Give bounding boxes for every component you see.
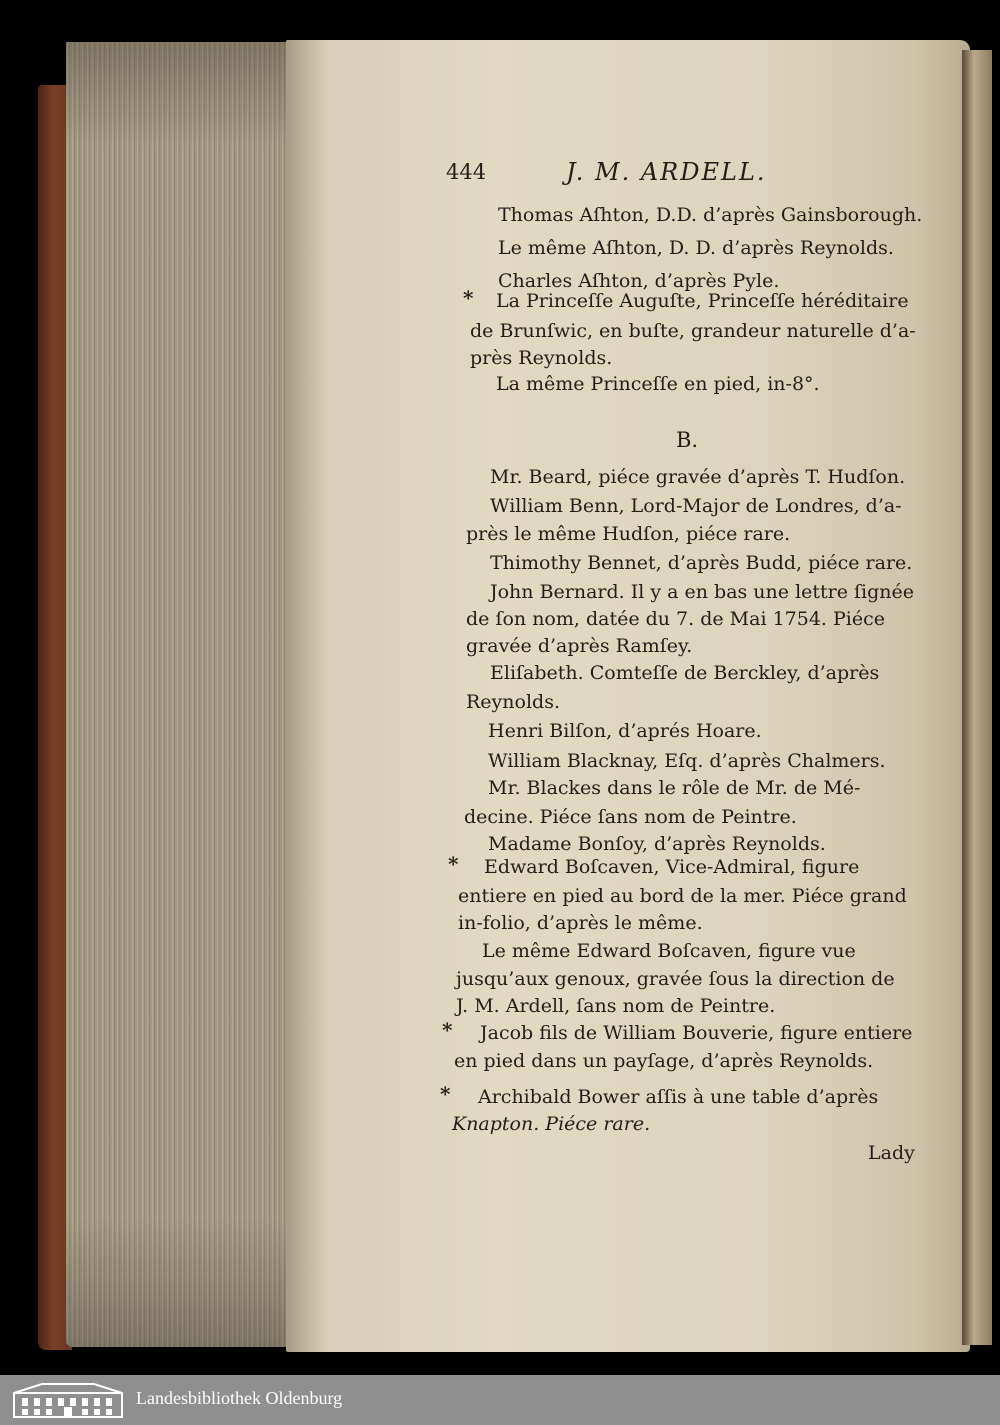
text-line: gravée d’après Ramſey.: [466, 635, 693, 657]
section-letter: B.: [676, 428, 699, 452]
text-line: Mr. Blackes dans le rôle de Mr. de Mé-: [488, 777, 861, 799]
asterisk-mark: *: [448, 852, 459, 876]
text-line: Charles Aſhton, d’après Pyle.: [498, 270, 780, 292]
page-header: [446, 160, 926, 190]
text-line: Henri Bilſon, d’aprés Hoare.: [488, 720, 762, 742]
text-line: de Brunſwic, en buſte, grandeur naturelle d’a-: [470, 320, 916, 342]
page-block-edges: [66, 42, 292, 1347]
library-name: Landesbibliothek Oldenburg: [136, 1388, 343, 1408]
running-title: J. M. ARDELL.: [566, 158, 767, 186]
text-line: J. M. Ardell, ſans nom de Peintre.: [456, 995, 776, 1017]
catchword: Lady: [868, 1142, 915, 1164]
text-line: Knapton. Piéce rare.: [452, 1113, 651, 1135]
text-line: Thomas Aſhton, D.D. d’après Gainsborough.: [498, 204, 923, 226]
text-line: entiere en pied au bord de la mer. Piéce grand: [458, 885, 907, 907]
library-footer: [0, 1375, 1000, 1425]
text-line: près Reynolds.: [470, 347, 613, 369]
text-line: jusqu’aux genoux, gravée ſous la direction de: [456, 968, 895, 990]
text-line: William Blacknay, Eſq. d’après Chalmers.: [488, 750, 886, 772]
text-line: Thimothy Bennet, d’après Budd, piéce rare.: [490, 552, 913, 574]
text-line: Eliſabeth. Comteſſe de Berckley, d’après: [490, 662, 880, 684]
asterisk-mark: *: [442, 1018, 453, 1042]
facing-page-edge: [962, 50, 992, 1345]
text-line: Edward Boſcaven, Vice-Admiral, figure: [484, 856, 860, 878]
text-line: decine. Piéce ſans nom de Peintre.: [464, 806, 797, 828]
text-line: Reynolds.: [466, 691, 560, 713]
text-line: Archibald Bower aſſis à une table d’après: [478, 1086, 879, 1108]
text-line: près le même Hudſon, piéce rare.: [466, 523, 791, 545]
text-line: Le même Aſhton, D. D. d’après Reynolds.: [498, 237, 894, 259]
text-line: in-folio, d’après le même.: [458, 912, 703, 934]
text-line: Le même Edward Boſcaven, figure vue: [482, 940, 856, 962]
text-line: La même Princeſſe en pied, in-8°.: [496, 373, 820, 395]
text-line: William Benn, Lord-Major de Londres, d’a-: [490, 495, 902, 517]
text-line: John Bernard. Il y a en bas une lettre ſignée: [490, 581, 915, 603]
text-line: en pied dans un payſage, d’après Reynolds.: [454, 1050, 874, 1072]
text-line: La Princeſſe Auguſte, Princeſſe héréditaire: [496, 290, 909, 312]
text-line: de ſon nom, datée du 7. de Mai 1754. Piéce: [466, 608, 885, 630]
asterisk-mark: *: [463, 286, 474, 310]
page-number: 444: [446, 160, 487, 184]
library-building-icon: [12, 1381, 124, 1419]
text-line: Mr. Beard, piéce gravée d’après T. Hudſon.: [490, 466, 906, 488]
text-line: Madame Bonſoy, d’après Reynolds.: [488, 833, 826, 855]
asterisk-mark: *: [440, 1082, 451, 1106]
text-line: Jacob fils de William Bouverie, figure entiere: [480, 1022, 913, 1044]
